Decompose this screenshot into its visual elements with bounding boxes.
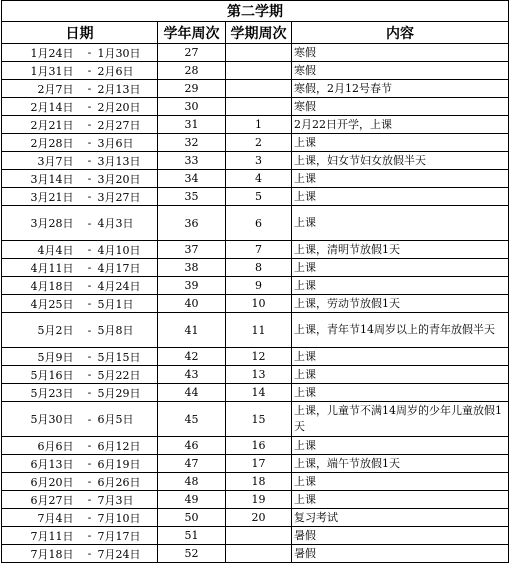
- term-week-cell: 16: [226, 437, 292, 455]
- date-separator-cell: -: [84, 259, 96, 277]
- content-cell: 寒假: [292, 98, 509, 116]
- content-cell: 上课: [292, 206, 509, 241]
- content-cell: 上课，劳动节放假1天: [292, 295, 509, 313]
- content-cell: 上课: [292, 366, 509, 384]
- school-week-cell: 35: [158, 188, 226, 206]
- content-cell: 2月22日开学，上课: [292, 116, 509, 134]
- start-date-cell: 4月25日: [2, 295, 84, 313]
- start-date-cell: 3月14日: [2, 170, 84, 188]
- start-date-cell: 2月21日: [2, 116, 84, 134]
- start-date-cell: 6月27日: [2, 491, 84, 509]
- term-week-cell: 6: [226, 206, 292, 241]
- header-school-week: 学年周次: [158, 22, 226, 44]
- table-row: [2, 455, 509, 473]
- school-week-cell: 40: [158, 295, 226, 313]
- start-date-cell: 4月18日: [2, 277, 84, 295]
- term-week-cell: [226, 80, 292, 98]
- header-content: 内容: [292, 22, 509, 44]
- content-cell: 上课，青年节14周岁以上的青年放假半天: [292, 313, 509, 348]
- school-week-cell: 29: [158, 80, 226, 98]
- end-date-cell: 5月22日: [96, 366, 158, 384]
- date-separator-cell: -: [84, 545, 96, 563]
- school-week-cell: 39: [158, 277, 226, 295]
- term-week-cell: 2: [226, 134, 292, 152]
- header-term-week: 学期周次: [226, 22, 292, 44]
- table-row: [2, 473, 509, 491]
- term-week-cell: 14: [226, 384, 292, 402]
- end-date-cell: 5月1日: [96, 295, 158, 313]
- date-separator-cell: -: [84, 295, 96, 313]
- table-row: [2, 348, 509, 366]
- date-separator-cell: -: [84, 473, 96, 491]
- date-separator-cell: -: [84, 277, 96, 295]
- term-week-cell: 5: [226, 188, 292, 206]
- end-date-cell: 3月27日: [96, 188, 158, 206]
- content-cell: 暑假: [292, 545, 509, 563]
- date-separator-cell: -: [84, 509, 96, 527]
- start-date-cell: 6月20日: [2, 473, 84, 491]
- content-cell: 上课: [292, 437, 509, 455]
- table-row: [2, 259, 509, 277]
- content-cell: 上课，儿童节不满14周岁的少年儿童放假1天: [292, 402, 509, 437]
- end-date-cell: 6月26日: [96, 473, 158, 491]
- content-cell: 上课: [292, 473, 509, 491]
- start-date-cell: 5月16日: [2, 366, 84, 384]
- date-separator-cell: -: [84, 366, 96, 384]
- end-date-cell: 3月6日: [96, 134, 158, 152]
- start-date-cell: 3月7日: [2, 152, 84, 170]
- term-week-cell: 19: [226, 491, 292, 509]
- content-cell: 寒假: [292, 44, 509, 62]
- table-row: [2, 206, 509, 241]
- end-date-cell: 3月20日: [96, 170, 158, 188]
- school-week-cell: 38: [158, 259, 226, 277]
- start-date-cell: 3月28日: [2, 206, 84, 241]
- table-row: [2, 188, 509, 206]
- school-week-cell: 33: [158, 152, 226, 170]
- end-date-cell: 4月3日: [96, 206, 158, 241]
- table-row: [2, 241, 509, 259]
- term-week-cell: 15: [226, 402, 292, 437]
- content-cell: 上课，妇女节妇女放假半天: [292, 152, 509, 170]
- school-week-cell: 46: [158, 437, 226, 455]
- table-row: [2, 44, 509, 62]
- term-week-cell: 13: [226, 366, 292, 384]
- table-row: [2, 134, 509, 152]
- end-date-cell: 4月24日: [96, 277, 158, 295]
- school-week-cell: 51: [158, 527, 226, 545]
- term-week-cell: [226, 545, 292, 563]
- table-row: [2, 62, 509, 80]
- table-row: [2, 313, 509, 348]
- end-date-cell: 4月10日: [96, 241, 158, 259]
- term-week-cell: 7: [226, 241, 292, 259]
- table-row: [2, 384, 509, 402]
- end-date-cell: 6月12日: [96, 437, 158, 455]
- table-row: [2, 277, 509, 295]
- start-date-cell: 2月28日: [2, 134, 84, 152]
- date-separator-cell: -: [84, 170, 96, 188]
- term-week-cell: [226, 44, 292, 62]
- content-cell: 上课: [292, 277, 509, 295]
- table-row: [2, 80, 509, 98]
- start-date-cell: 6月6日: [2, 437, 84, 455]
- term-week-cell: 8: [226, 259, 292, 277]
- table-row: [2, 366, 509, 384]
- start-date-cell: 5月2日: [2, 313, 84, 348]
- school-week-cell: 41: [158, 313, 226, 348]
- header-date: 日期: [2, 22, 158, 44]
- end-date-cell: 7月3日: [96, 491, 158, 509]
- table-row: [2, 509, 509, 527]
- content-cell: 上课: [292, 384, 509, 402]
- end-date-cell: 1月30日: [96, 44, 158, 62]
- start-date-cell: 5月9日: [2, 348, 84, 366]
- start-date-cell: 1月31日: [2, 62, 84, 80]
- term-week-cell: 18: [226, 473, 292, 491]
- school-week-cell: 48: [158, 473, 226, 491]
- start-date-cell: 7月11日: [2, 527, 84, 545]
- table-row: [2, 402, 509, 437]
- date-separator-cell: -: [84, 188, 96, 206]
- school-week-cell: 32: [158, 134, 226, 152]
- date-separator-cell: -: [84, 206, 96, 241]
- school-week-cell: 34: [158, 170, 226, 188]
- end-date-cell: 2月13日: [96, 80, 158, 98]
- table-row: [2, 527, 509, 545]
- date-separator-cell: -: [84, 527, 96, 545]
- table-row: [2, 98, 509, 116]
- date-separator-cell: -: [84, 348, 96, 366]
- school-week-cell: 28: [158, 62, 226, 80]
- end-date-cell: 2月27日: [96, 116, 158, 134]
- school-week-cell: 47: [158, 455, 226, 473]
- date-separator-cell: -: [84, 402, 96, 437]
- table-row: [2, 170, 509, 188]
- end-date-cell: 7月10日: [96, 509, 158, 527]
- content-cell: 寒假，2月12号春节: [292, 80, 509, 98]
- term-week-cell: [226, 527, 292, 545]
- school-week-cell: 27: [158, 44, 226, 62]
- school-week-cell: 36: [158, 206, 226, 241]
- start-date-cell: 3月21日: [2, 188, 84, 206]
- content-cell: 上课: [292, 188, 509, 206]
- date-separator-cell: -: [84, 152, 96, 170]
- table-title: 第二学期: [2, 1, 509, 22]
- term-week-cell: 9: [226, 277, 292, 295]
- school-week-cell: 50: [158, 509, 226, 527]
- table-row: [2, 545, 509, 563]
- school-week-cell: 45: [158, 402, 226, 437]
- school-week-cell: 42: [158, 348, 226, 366]
- school-week-cell: 30: [158, 98, 226, 116]
- table-body: [2, 44, 509, 563]
- date-separator-cell: -: [84, 455, 96, 473]
- start-date-cell: 1月24日: [2, 44, 84, 62]
- content-cell: 寒假: [292, 62, 509, 80]
- term-week-cell: 3: [226, 152, 292, 170]
- end-date-cell: 4月17日: [96, 259, 158, 277]
- table-row: [2, 295, 509, 313]
- end-date-cell: 2月20日: [96, 98, 158, 116]
- content-cell: 上课，清明节放假1天: [292, 241, 509, 259]
- start-date-cell: 7月18日: [2, 545, 84, 563]
- school-week-cell: 31: [158, 116, 226, 134]
- start-date-cell: 5月30日: [2, 402, 84, 437]
- term-week-cell: [226, 98, 292, 116]
- end-date-cell: 2月6日: [96, 62, 158, 80]
- table-row: [2, 152, 509, 170]
- semester-calendar-table: [1, 0, 509, 563]
- table-row: [2, 116, 509, 134]
- term-week-cell: 12: [226, 348, 292, 366]
- start-date-cell: 6月13日: [2, 455, 84, 473]
- end-date-cell: 5月8日: [96, 313, 158, 348]
- school-week-cell: 49: [158, 491, 226, 509]
- date-separator-cell: -: [84, 98, 96, 116]
- end-date-cell: 5月29日: [96, 384, 158, 402]
- end-date-cell: 6月19日: [96, 455, 158, 473]
- content-cell: 上课: [292, 134, 509, 152]
- term-week-cell: 1: [226, 116, 292, 134]
- date-separator-cell: -: [84, 313, 96, 348]
- end-date-cell: 5月15日: [96, 348, 158, 366]
- school-week-cell: 43: [158, 366, 226, 384]
- date-separator-cell: -: [84, 384, 96, 402]
- term-week-cell: [226, 62, 292, 80]
- school-week-cell: 52: [158, 545, 226, 563]
- school-week-cell: 37: [158, 241, 226, 259]
- content-cell: 上课: [292, 491, 509, 509]
- start-date-cell: 4月11日: [2, 259, 84, 277]
- date-separator-cell: -: [84, 80, 96, 98]
- start-date-cell: 2月14日: [2, 98, 84, 116]
- date-separator-cell: -: [84, 241, 96, 259]
- content-cell: 暑假: [292, 527, 509, 545]
- term-week-cell: 11: [226, 313, 292, 348]
- end-date-cell: 7月17日: [96, 527, 158, 545]
- date-separator-cell: -: [84, 44, 96, 62]
- start-date-cell: 5月23日: [2, 384, 84, 402]
- term-week-cell: 20: [226, 509, 292, 527]
- content-cell: 上课: [292, 348, 509, 366]
- term-week-cell: 10: [226, 295, 292, 313]
- date-separator-cell: -: [84, 437, 96, 455]
- content-cell: 复习考试: [292, 509, 509, 527]
- content-cell: 上课: [292, 259, 509, 277]
- school-week-cell: 44: [158, 384, 226, 402]
- end-date-cell: 3月13日: [96, 152, 158, 170]
- start-date-cell: 2月7日: [2, 80, 84, 98]
- date-separator-cell: -: [84, 62, 96, 80]
- end-date-cell: 6月5日: [96, 402, 158, 437]
- term-week-cell: 17: [226, 455, 292, 473]
- date-separator-cell: -: [84, 116, 96, 134]
- start-date-cell: 4月4日: [2, 241, 84, 259]
- end-date-cell: 7月24日: [96, 545, 158, 563]
- start-date-cell: 7月4日: [2, 509, 84, 527]
- table-row: [2, 491, 509, 509]
- date-separator-cell: -: [84, 134, 96, 152]
- date-separator-cell: -: [84, 491, 96, 509]
- content-cell: 上课，端午节放假1天: [292, 455, 509, 473]
- term-week-cell: 4: [226, 170, 292, 188]
- content-cell: 上课: [292, 170, 509, 188]
- table-row: [2, 437, 509, 455]
